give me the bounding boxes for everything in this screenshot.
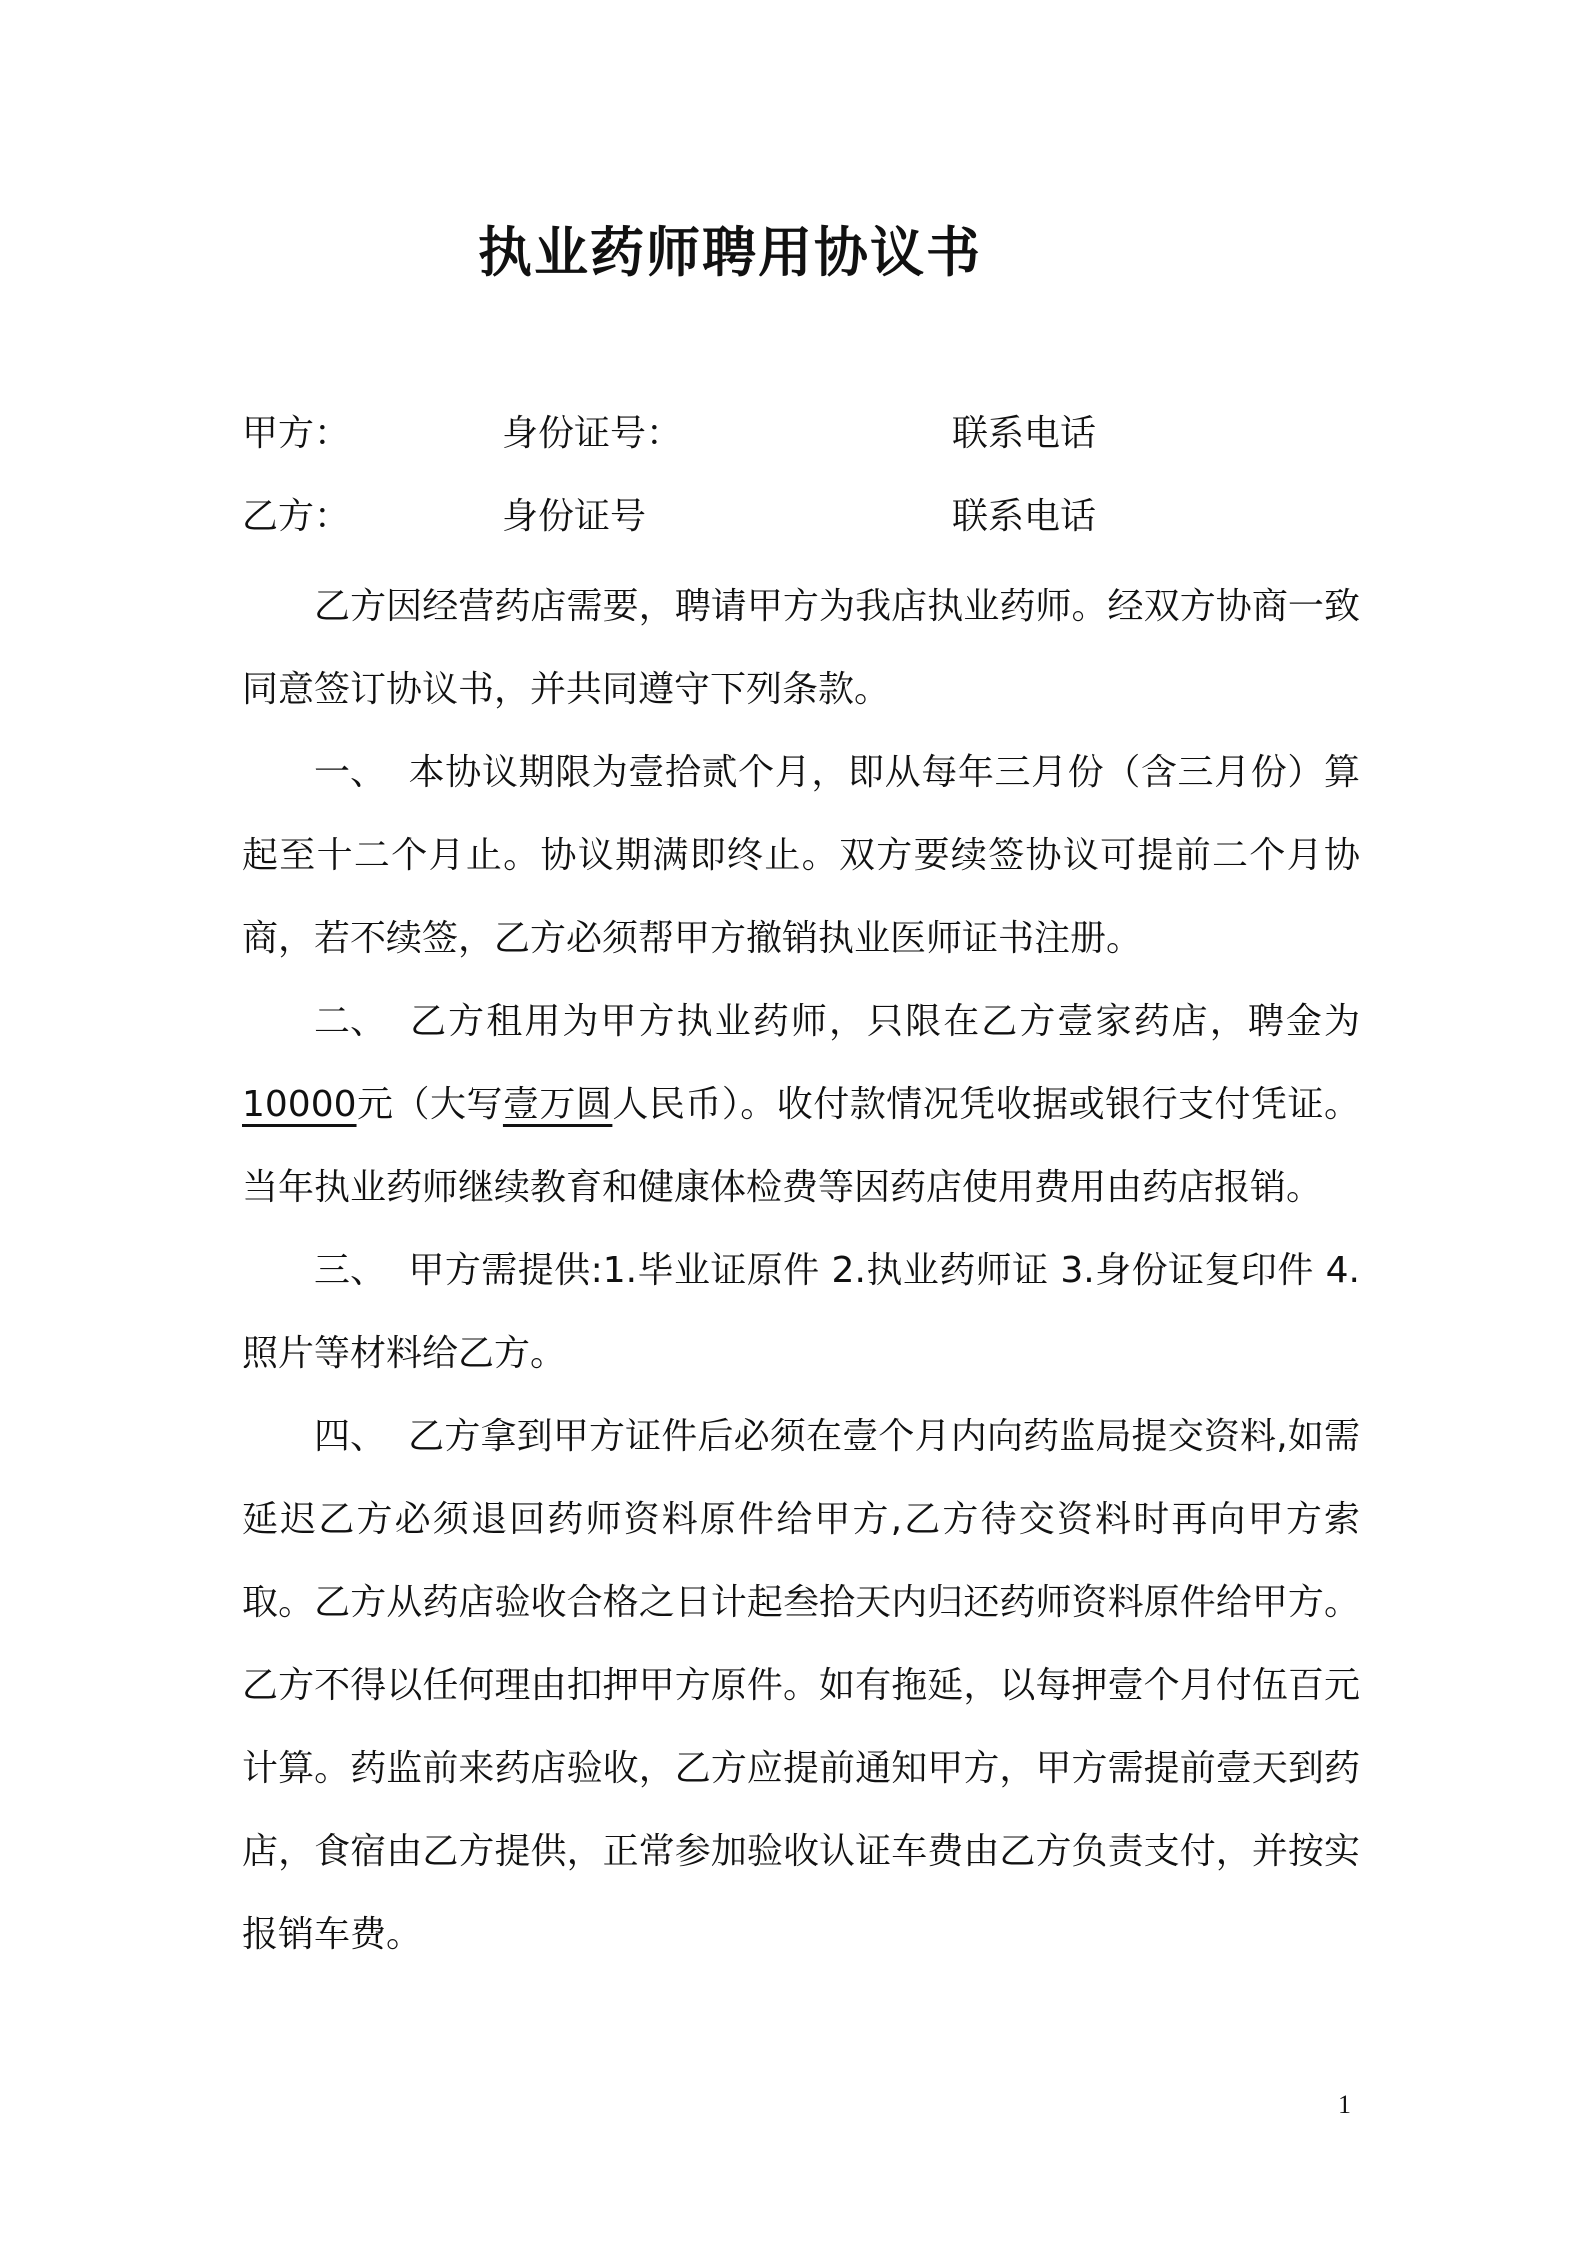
clause-1-number: 一、	[314, 752, 387, 793]
party-b-id-label: 身份证号	[502, 496, 647, 537]
party-a-phone-label: 联系电话	[952, 413, 1097, 454]
party-b-row	[242, 488, 1362, 548]
party-a-row	[242, 405, 1362, 465]
party-a-id-label: 身份证号：	[502, 413, 683, 454]
clause-4-text: 乙方拿到甲方证件后必须在壹个月内向药监局提交资料,如需延迟乙方必须退回药师资料原件给甲方,乙方待交资料时再向甲方索取。乙方从药店验收合格之日计起叁拾天内归还药师资料原件给甲方。乙方不得以任何理由扣押甲方原件。如有拖延，以每押壹个月付伍百元计算。药监前来药店验收，乙方应提前通知甲方，甲方需提前壹天到药店，食宿由乙方提供，正常参加验收认证车费由乙方负责支付，并按实报销车费。	[242, 1416, 1360, 1955]
clause-4-number: 四、	[314, 1416, 387, 1457]
clause-1	[242, 731, 1360, 980]
clause-2-number: 二、	[314, 1001, 387, 1042]
clause-3	[242, 1229, 1360, 1395]
intro-paragraph: 乙方因经营药店需要，聘请甲方为我店执业药师。经双方协商一致同意签订协议书，并共同遵守下列条款。	[242, 586, 1360, 710]
page-number: 1	[1338, 2090, 1351, 2119]
clause-2-text-a: 乙方租用为甲方执业药师，只限在乙方壹家药店，聘金为	[408, 1001, 1360, 1042]
clause-3-text: 甲方需提供:1.毕业证原件 2.执业药师证 3.身份证复印件 4.照片等材料给乙方。	[242, 1250, 1360, 1374]
salary-amount: 10000	[242, 1084, 357, 1125]
clause-2	[242, 980, 1360, 1229]
salary-amount-words: 壹万圆	[502, 1084, 613, 1125]
clause-2-text-b: 元（大写	[356, 1084, 503, 1125]
clause-4	[242, 1395, 1360, 1976]
clause-3-number: 三、	[314, 1250, 387, 1291]
document-title: 执业药师聘用协议书	[478, 221, 982, 284]
party-b-phone-label: 联系电话	[952, 496, 1097, 537]
party-a-label: 甲方：	[242, 413, 351, 454]
party-b-label: 乙方：	[242, 496, 351, 537]
clause-1-text: 本协议期限为壹拾贰个月，即从每年三月份（含三月份）算起至十二个月止。协议期满即终止。双方要续签协议可提前二个月协商，若不续签，乙方必须帮甲方撤销执业医师证书注册。	[242, 752, 1360, 959]
agreement-body	[242, 565, 1360, 1976]
clause-2-text-c: 人民币）。收付款情况凭收据或银行支付凭证。当年执业药师继续教育和健康体检费等因药店使用费用由药店报销。	[242, 1084, 1360, 1208]
